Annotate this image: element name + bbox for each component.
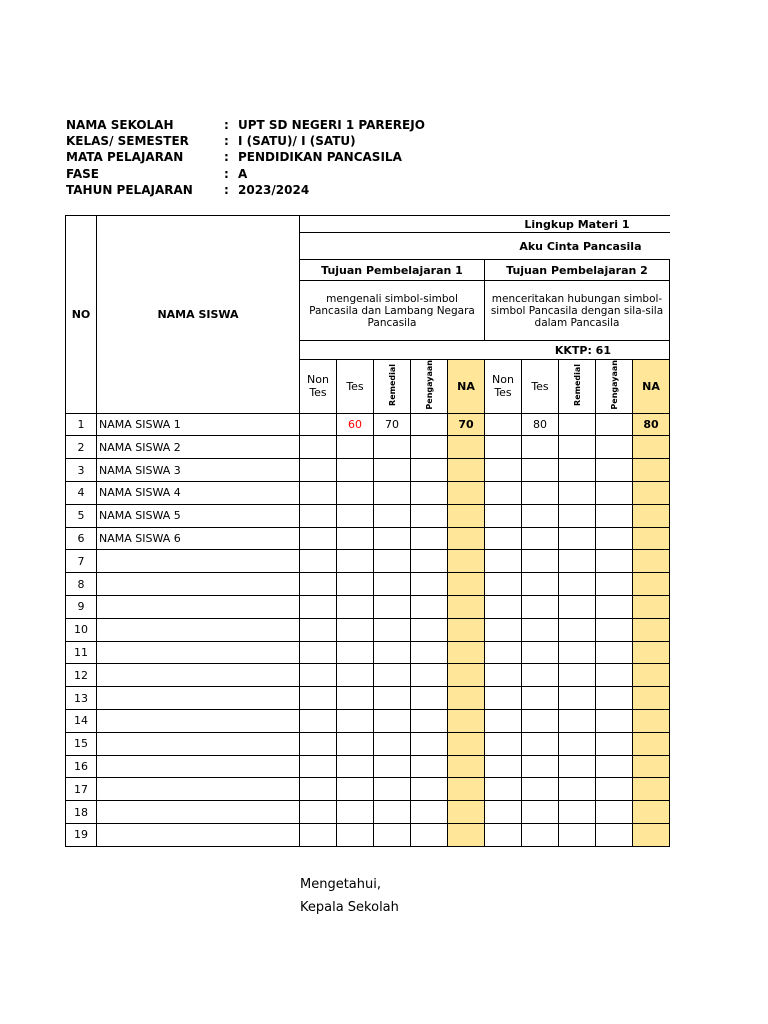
row-number: 7	[66, 550, 97, 573]
tp1-remedial-cell[interactable]: 70	[374, 413, 411, 436]
tp1-na-cell[interactable]	[448, 641, 485, 664]
tp1-remedial-cell[interactable]	[374, 504, 411, 527]
tp1-pengayaan-cell[interactable]	[411, 527, 448, 550]
tp2-tes-cell[interactable]	[522, 732, 559, 755]
tp1-remedial-cell[interactable]	[374, 641, 411, 664]
info-colon: :	[224, 166, 229, 181]
tp1-remedial-cell[interactable]	[374, 573, 411, 596]
info-colon: :	[224, 118, 229, 132]
tp2-na-cell[interactable]	[633, 527, 670, 550]
tp2-na-cell[interactable]	[633, 481, 670, 504]
tp2-pengayaan-cell[interactable]	[596, 413, 633, 436]
tp1-non-tes-cell[interactable]	[300, 755, 337, 778]
info-row	[66, 117, 425, 133]
tp2-na-cell[interactable]	[633, 550, 670, 573]
tp1-pengayaan-cell[interactable]	[411, 732, 448, 755]
info-row	[66, 166, 425, 182]
student-name-cell[interactable]	[97, 573, 300, 596]
student-name-cell[interactable]: NAMA SISWA 5	[97, 504, 300, 527]
tp1-tes-cell[interactable]	[337, 778, 374, 801]
kktp-label: KKTP: 61	[300, 341, 670, 360]
tes-header: Tes	[522, 360, 559, 414]
row-number: 8	[66, 573, 97, 596]
tp2-non-tes-cell[interactable]	[485, 481, 522, 504]
tp2-na-cell[interactable]	[633, 823, 670, 846]
scope-subtitle: Aku Cinta Pancasila	[300, 233, 670, 260]
student-name-cell[interactable]	[97, 641, 300, 664]
tp1-remedial-cell[interactable]	[374, 687, 411, 710]
tp1-pengayaan-cell[interactable]	[411, 618, 448, 641]
row-number: 18	[66, 801, 97, 824]
student-name-cell[interactable]: NAMA SISWA 6	[97, 527, 300, 550]
tp1-non-tes-cell[interactable]	[300, 709, 337, 732]
table-row	[66, 436, 670, 459]
info-label: KELAS/ SEMESTER	[66, 134, 189, 149]
tp1-tes-cell[interactable]	[337, 823, 374, 846]
tp1-pengayaan-cell[interactable]	[411, 664, 448, 687]
tp1-na-cell[interactable]	[448, 595, 485, 618]
student-name-cell[interactable]	[97, 755, 300, 778]
student-name-cell[interactable]	[97, 823, 300, 846]
row-number: 10	[66, 618, 97, 641]
tp1-tes-cell[interactable]	[337, 481, 374, 504]
acknowledge-text: Mengetahui,	[300, 877, 381, 892]
tp2-non-tes-cell[interactable]	[485, 732, 522, 755]
tp2-na-cell[interactable]	[633, 755, 670, 778]
tp1-tes-cell[interactable]	[337, 687, 374, 710]
tp1-non-tes-cell[interactable]	[300, 823, 337, 846]
remedial-header	[374, 360, 411, 414]
tp1-pengayaan-cell[interactable]	[411, 504, 448, 527]
tp2-non-tes-cell[interactable]	[485, 413, 522, 436]
tp2-non-tes-cell[interactable]	[485, 687, 522, 710]
tp2-na-cell[interactable]	[633, 436, 670, 459]
tp1-pengayaan-cell[interactable]	[411, 481, 448, 504]
table-row	[66, 687, 670, 710]
tp1-non-tes-cell[interactable]	[300, 436, 337, 459]
tp1-na-cell[interactable]	[448, 823, 485, 846]
table-row	[66, 481, 670, 504]
tp1-na-cell[interactable]	[448, 778, 485, 801]
info-value: UPT SD NEGERI 1 PAREREJO	[238, 118, 425, 132]
row-number: 12	[66, 664, 97, 687]
non-tes-header: Non Tes	[300, 360, 337, 414]
student-name-cell[interactable]	[97, 664, 300, 687]
tp2-pengayaan-cell[interactable]	[596, 755, 633, 778]
tp1-na-cell[interactable]	[448, 709, 485, 732]
na-header: NA	[633, 360, 670, 414]
tp1-tes-cell[interactable]	[337, 709, 374, 732]
remedial-header	[559, 360, 596, 414]
tp2-tes-cell[interactable]	[522, 436, 559, 459]
student-name-cell[interactable]	[97, 550, 300, 573]
tp2-pengayaan-cell[interactable]	[596, 732, 633, 755]
tp2-non-tes-cell[interactable]	[485, 618, 522, 641]
tp2-remedial-cell[interactable]	[559, 687, 596, 710]
tp1-remedial-cell[interactable]	[374, 664, 411, 687]
tp1-pengayaan-cell[interactable]	[411, 709, 448, 732]
student-name-cell[interactable]: NAMA SISWA 4	[97, 481, 300, 504]
tp2-non-tes-cell[interactable]	[485, 664, 522, 687]
tp1-pengayaan-cell[interactable]	[411, 459, 448, 482]
tp1-pengayaan-cell[interactable]	[411, 573, 448, 596]
table-row	[66, 778, 670, 801]
tp2-non-tes-cell[interactable]	[485, 709, 522, 732]
table-row	[66, 641, 670, 664]
tp1-remedial-cell[interactable]	[374, 778, 411, 801]
row-number: 15	[66, 732, 97, 755]
tp1-remedial-cell[interactable]	[374, 595, 411, 618]
remedial-label: Remedial	[572, 363, 582, 406]
tp2-na-cell[interactable]	[633, 573, 670, 596]
tp2-na-cell[interactable]	[633, 618, 670, 641]
tp1-tes-cell[interactable]	[337, 504, 374, 527]
pengayaan-header	[411, 360, 448, 414]
tp2-remedial-cell[interactable]	[559, 504, 596, 527]
scope-title: Lingkup Materi 1	[300, 216, 670, 233]
tp2-pengayaan-cell[interactable]	[596, 641, 633, 664]
tp2-pengayaan-cell[interactable]	[596, 823, 633, 846]
tp2-non-tes-cell[interactable]	[485, 436, 522, 459]
tp2-tes-cell[interactable]	[522, 664, 559, 687]
tp2-pengayaan-cell[interactable]	[596, 709, 633, 732]
info-value: A	[238, 166, 248, 181]
tp2-pengayaan-cell[interactable]	[596, 801, 633, 824]
tp1-na-cell[interactable]	[448, 687, 485, 710]
no-header: NO	[66, 216, 97, 414]
tp2-tes-cell[interactable]	[522, 823, 559, 846]
table-row	[66, 755, 670, 778]
tp2-remedial-cell[interactable]	[559, 459, 596, 482]
tp2-non-tes-cell[interactable]	[485, 801, 522, 824]
tp1-na-cell[interactable]	[448, 573, 485, 596]
student-name-cell[interactable]	[97, 618, 300, 641]
tp2-remedial-cell[interactable]	[559, 641, 596, 664]
table-row	[66, 801, 670, 824]
tp2-pengayaan-cell[interactable]	[596, 436, 633, 459]
name-header: NAMA SISWA	[97, 216, 300, 414]
tp1-remedial-cell[interactable]	[374, 436, 411, 459]
tp2-remedial-cell[interactable]	[559, 413, 596, 436]
info-label: FASE	[66, 166, 99, 181]
tp1-non-tes-cell[interactable]	[300, 481, 337, 504]
tp2-tes-cell[interactable]	[522, 709, 559, 732]
tp1-tes-cell[interactable]	[337, 436, 374, 459]
table-row	[66, 823, 670, 846]
tp2-non-tes-cell[interactable]	[485, 459, 522, 482]
tp1-remedial-cell[interactable]	[374, 459, 411, 482]
tp2-non-tes-cell[interactable]	[485, 778, 522, 801]
tp2-tes-cell[interactable]	[522, 778, 559, 801]
tp2-tes-cell[interactable]	[522, 641, 559, 664]
row-number: 5	[66, 504, 97, 527]
tp1-remedial-cell[interactable]	[374, 755, 411, 778]
tp1-tes-cell[interactable]	[337, 573, 374, 596]
table-row	[66, 504, 670, 527]
tp1-tes-cell[interactable]	[337, 527, 374, 550]
student-name-cell[interactable]	[97, 778, 300, 801]
table-row	[66, 459, 670, 482]
tp1-pengayaan-cell[interactable]	[411, 801, 448, 824]
tp2-na-cell[interactable]	[633, 504, 670, 527]
student-name-cell[interactable]	[97, 709, 300, 732]
tp2-non-tes-cell[interactable]	[485, 573, 522, 596]
tp2-pengayaan-cell[interactable]	[596, 504, 633, 527]
tp2-na-cell[interactable]: 80	[633, 413, 670, 436]
info-colon: :	[224, 182, 229, 197]
student-name-cell[interactable]	[97, 687, 300, 710]
info-value: 2023/2024	[238, 182, 310, 197]
tp2-tes-cell[interactable]	[522, 481, 559, 504]
tp1-tes-cell[interactable]	[337, 595, 374, 618]
tp2-pengayaan-cell[interactable]	[596, 778, 633, 801]
table-row	[66, 618, 670, 641]
table-row	[66, 709, 670, 732]
tp1-description: mengenali simbol-simbol Pancasila dan Lambang Negara Pancasila	[300, 281, 485, 341]
tp1-pengayaan-cell[interactable]	[411, 550, 448, 573]
tp1-remedial-cell[interactable]	[374, 618, 411, 641]
tp2-remedial-cell[interactable]	[559, 481, 596, 504]
tp2-tes-cell[interactable]	[522, 618, 559, 641]
tp1-pengayaan-cell[interactable]	[411, 641, 448, 664]
tp1-remedial-cell[interactable]	[374, 823, 411, 846]
tp2-remedial-cell[interactable]	[559, 755, 596, 778]
pengayaan-header	[596, 360, 633, 414]
tp2-tes-cell[interactable]	[522, 550, 559, 573]
tp2-remedial-cell[interactable]	[559, 823, 596, 846]
tp2-pengayaan-cell[interactable]	[596, 459, 633, 482]
tp1-non-tes-cell[interactable]	[300, 459, 337, 482]
tp1-na-cell[interactable]	[448, 459, 485, 482]
tp2-pengayaan-cell[interactable]	[596, 664, 633, 687]
tp2-na-cell[interactable]	[633, 801, 670, 824]
tp1-tes-cell[interactable]	[337, 618, 374, 641]
tp2-pengayaan-cell[interactable]	[596, 527, 633, 550]
tp2-pengayaan-cell[interactable]	[596, 595, 633, 618]
table-row	[66, 413, 670, 436]
tp2-na-cell[interactable]	[633, 641, 670, 664]
tp2-tes-cell[interactable]	[522, 687, 559, 710]
tp1-pengayaan-cell[interactable]	[411, 595, 448, 618]
tp1-remedial-cell[interactable]	[374, 550, 411, 573]
tp2-non-tes-cell[interactable]	[485, 823, 522, 846]
tp1-na-cell[interactable]	[448, 550, 485, 573]
tp1-pengayaan-cell[interactable]	[411, 778, 448, 801]
tp1-pengayaan-cell[interactable]	[411, 823, 448, 846]
row-number: 11	[66, 641, 97, 664]
tp2-na-cell[interactable]	[633, 595, 670, 618]
info-value: PENDIDIKAN PANCASILA	[238, 150, 402, 165]
tp2-pengayaan-cell[interactable]	[596, 481, 633, 504]
tp2-tes-cell[interactable]	[522, 801, 559, 824]
tp2-description: menceritakan hubungan simbol-simbol Pancasila dengan sila-sila dalam Pancasila	[485, 281, 670, 341]
table-row	[66, 527, 670, 550]
pengayaan-label: Pengayaan	[609, 360, 619, 410]
tp2-remedial-cell[interactable]	[559, 618, 596, 641]
tp1-non-tes-cell[interactable]	[300, 732, 337, 755]
table-row	[66, 595, 670, 618]
non-tes-header: Non Tes	[485, 360, 522, 414]
tp1-non-tes-cell[interactable]	[300, 413, 337, 436]
table-row	[66, 573, 670, 596]
remedial-label: Remedial	[387, 363, 397, 406]
row-number: 2	[66, 436, 97, 459]
tp2-remedial-cell[interactable]	[559, 801, 596, 824]
tp1-na-cell[interactable]	[448, 481, 485, 504]
tp1-na-cell[interactable]: 70	[448, 413, 485, 436]
tp1-pengayaan-cell[interactable]	[411, 436, 448, 459]
tp2-pengayaan-cell[interactable]	[596, 687, 633, 710]
student-name-cell[interactable]: NAMA SISWA 1	[97, 413, 300, 436]
info-label: MATA PELAJARAN	[66, 150, 184, 165]
tp1-remedial-cell[interactable]	[374, 801, 411, 824]
tp1-non-tes-cell[interactable]	[300, 550, 337, 573]
tp1-na-cell[interactable]	[448, 436, 485, 459]
tp1-tes-cell[interactable]	[337, 732, 374, 755]
tp1-tes-cell[interactable]	[337, 664, 374, 687]
tp2-remedial-cell[interactable]	[559, 778, 596, 801]
student-name-cell[interactable]: NAMA SISWA 3	[97, 459, 300, 482]
tp1-na-cell[interactable]	[448, 504, 485, 527]
tp2-remedial-cell[interactable]	[559, 595, 596, 618]
pengayaan-label: Pengayaan	[424, 360, 434, 410]
info-label: NAMA SEKOLAH	[66, 118, 174, 132]
signature-block	[300, 873, 399, 919]
tp1-title: Tujuan Pembelajaran 1	[300, 260, 485, 281]
grade-table	[65, 215, 670, 847]
tp2-tes-cell[interactable]	[522, 573, 559, 596]
tp2-tes-cell[interactable]	[522, 595, 559, 618]
info-value: I (SATU)/ I (SATU)	[238, 134, 356, 149]
tp1-pengayaan-cell[interactable]	[411, 755, 448, 778]
tp1-na-cell[interactable]	[448, 664, 485, 687]
row-number: 1	[66, 413, 97, 436]
school-info	[66, 117, 425, 198]
tp2-tes-cell[interactable]	[522, 459, 559, 482]
tp1-non-tes-cell[interactable]	[300, 618, 337, 641]
tp1-tes-cell[interactable]	[337, 801, 374, 824]
row-number: 3	[66, 459, 97, 482]
tp1-remedial-cell[interactable]	[374, 527, 411, 550]
info-colon: :	[224, 150, 229, 165]
tp2-tes-cell[interactable]	[522, 504, 559, 527]
tp2-pengayaan-cell[interactable]	[596, 550, 633, 573]
row-number: 16	[66, 755, 97, 778]
info-colon: :	[224, 134, 229, 149]
tp1-non-tes-cell[interactable]	[300, 527, 337, 550]
tp1-remedial-cell[interactable]	[374, 709, 411, 732]
tp1-tes-cell[interactable]: 60	[337, 413, 374, 436]
tp2-remedial-cell[interactable]	[559, 709, 596, 732]
table-row	[66, 732, 670, 755]
tp1-pengayaan-cell[interactable]	[411, 687, 448, 710]
tp1-na-cell[interactable]	[448, 755, 485, 778]
info-label: TAHUN PELAJARAN	[66, 182, 193, 197]
tp2-non-tes-cell[interactable]	[485, 595, 522, 618]
tp2-pengayaan-cell[interactable]	[596, 618, 633, 641]
tp2-pengayaan-cell[interactable]	[596, 573, 633, 596]
tp2-remedial-cell[interactable]	[559, 732, 596, 755]
tes-header: Tes	[337, 360, 374, 414]
tp2-tes-cell[interactable]: 80	[522, 413, 559, 436]
tp2-tes-cell[interactable]	[522, 755, 559, 778]
tp1-remedial-cell[interactable]	[374, 481, 411, 504]
table-row	[66, 664, 670, 687]
tp1-na-cell[interactable]	[448, 732, 485, 755]
info-row	[66, 182, 425, 198]
tp2-non-tes-cell[interactable]	[485, 641, 522, 664]
info-row	[66, 149, 425, 165]
tp1-tes-cell[interactable]	[337, 755, 374, 778]
student-name-cell[interactable]	[97, 732, 300, 755]
tp2-tes-cell[interactable]	[522, 527, 559, 550]
tp2-na-cell[interactable]	[633, 687, 670, 710]
student-name-cell[interactable]	[97, 801, 300, 824]
row-number: 17	[66, 778, 97, 801]
tp1-remedial-cell[interactable]	[374, 732, 411, 755]
row-number: 14	[66, 709, 97, 732]
tp1-tes-cell[interactable]	[337, 550, 374, 573]
row-number: 13	[66, 687, 97, 710]
row-number: 9	[66, 595, 97, 618]
tp1-na-cell[interactable]	[448, 618, 485, 641]
tp1-non-tes-cell[interactable]	[300, 801, 337, 824]
tp1-non-tes-cell[interactable]	[300, 504, 337, 527]
tp1-pengayaan-cell[interactable]	[411, 413, 448, 436]
tp2-non-tes-cell[interactable]	[485, 755, 522, 778]
info-row	[66, 133, 425, 149]
row-number: 6	[66, 527, 97, 550]
tp1-tes-cell[interactable]	[337, 641, 374, 664]
tp2-non-tes-cell[interactable]	[485, 504, 522, 527]
tp2-na-cell[interactable]	[633, 459, 670, 482]
row-number: 4	[66, 481, 97, 504]
tp2-remedial-cell[interactable]	[559, 664, 596, 687]
tp1-na-cell[interactable]	[448, 527, 485, 550]
table-row	[66, 550, 670, 573]
tp2-remedial-cell[interactable]	[559, 436, 596, 459]
principal-title: Kepala Sekolah	[300, 900, 399, 915]
tp1-non-tes-cell[interactable]	[300, 641, 337, 664]
tp1-na-cell[interactable]	[448, 801, 485, 824]
tp1-tes-cell[interactable]	[337, 459, 374, 482]
tp2-na-cell[interactable]	[633, 732, 670, 755]
tp1-non-tes-cell[interactable]	[300, 687, 337, 710]
student-name-cell[interactable]: NAMA SISWA 2	[97, 436, 300, 459]
tp2-na-cell[interactable]	[633, 778, 670, 801]
tp2-title: Tujuan Pembelajaran 2	[485, 260, 670, 281]
student-name-cell[interactable]	[97, 595, 300, 618]
tp1-non-tes-cell[interactable]	[300, 595, 337, 618]
na-header: NA	[448, 360, 485, 414]
row-number: 19	[66, 823, 97, 846]
tp2-remedial-cell[interactable]	[559, 573, 596, 596]
student-rows	[66, 413, 670, 846]
tp2-remedial-cell[interactable]	[559, 527, 596, 550]
tp2-na-cell[interactable]	[633, 709, 670, 732]
tp1-non-tes-cell[interactable]	[300, 778, 337, 801]
tp2-remedial-cell[interactable]	[559, 550, 596, 573]
tp1-non-tes-cell[interactable]	[300, 664, 337, 687]
tp2-na-cell[interactable]	[633, 664, 670, 687]
tp2-non-tes-cell[interactable]	[485, 550, 522, 573]
tp2-non-tes-cell[interactable]	[485, 527, 522, 550]
tp1-non-tes-cell[interactable]	[300, 573, 337, 596]
